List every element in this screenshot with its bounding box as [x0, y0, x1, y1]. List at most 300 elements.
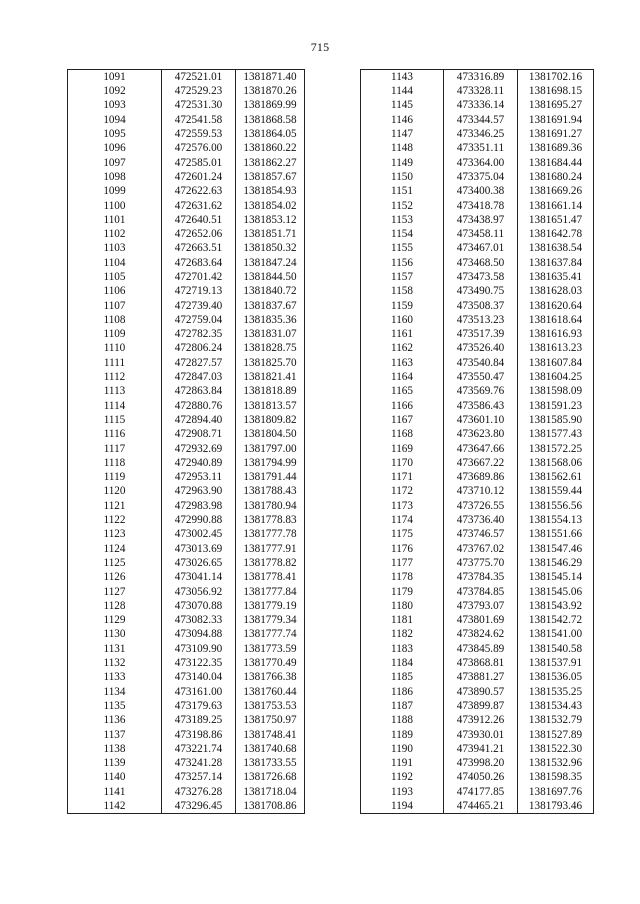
page-number: 715	[310, 40, 330, 54]
y-coordinate-cell: 1381766.38	[236, 670, 305, 684]
x-coordinate-cell: 473508.37	[444, 299, 518, 313]
y-coordinate-cell: 1381661.14	[518, 199, 594, 213]
x-coordinate-cell: 473109.90	[162, 642, 236, 656]
table-row	[68, 771, 305, 785]
point-number-cell: 1134	[68, 685, 162, 699]
x-coordinate-cell: 473517.39	[444, 327, 518, 341]
point-number-cell: 1192	[361, 771, 444, 785]
y-coordinate-cell: 1381628.03	[518, 284, 594, 298]
y-coordinate-cell: 1381770.49	[236, 656, 305, 670]
x-coordinate-cell: 473328.11	[444, 84, 518, 98]
table-row	[361, 141, 594, 155]
x-coordinate-cell: 472940.89	[162, 456, 236, 470]
y-coordinate-cell: 1381651.47	[518, 213, 594, 227]
point-number-cell: 1153	[361, 213, 444, 227]
point-number-cell: 1136	[68, 713, 162, 727]
point-number-cell: 1160	[361, 313, 444, 327]
y-coordinate-cell: 1381804.50	[236, 427, 305, 441]
point-number-cell: 1127	[68, 585, 162, 599]
table-row	[68, 127, 305, 141]
point-number-cell: 1108	[68, 313, 162, 327]
y-coordinate-cell: 1381862.27	[236, 156, 305, 170]
table-row	[361, 785, 594, 799]
x-coordinate-cell: 472640.51	[162, 213, 236, 227]
table-row	[68, 485, 305, 499]
point-number-cell: 1126	[68, 570, 162, 584]
y-coordinate-cell: 1381689.36	[518, 141, 594, 155]
table-row	[68, 556, 305, 570]
point-number-cell: 1188	[361, 713, 444, 727]
y-coordinate-cell: 1381697.76	[518, 785, 594, 799]
y-coordinate-cell: 1381760.44	[236, 685, 305, 699]
x-coordinate-cell: 472990.88	[162, 513, 236, 527]
y-coordinate-cell: 1381536.05	[518, 670, 594, 684]
table-row	[68, 599, 305, 613]
y-coordinate-cell: 1381740.68	[236, 742, 305, 756]
table-row	[68, 399, 305, 413]
table-row	[361, 99, 594, 113]
table-row	[68, 785, 305, 799]
x-coordinate-cell: 473899.87	[444, 699, 518, 713]
point-number-cell: 1097	[68, 156, 162, 170]
point-number-cell: 1123	[68, 528, 162, 542]
point-number-cell: 1101	[68, 213, 162, 227]
table-row	[361, 613, 594, 627]
point-number-cell: 1106	[68, 284, 162, 298]
x-coordinate-cell: 473540.84	[444, 356, 518, 370]
point-number-cell: 1180	[361, 599, 444, 613]
table-row	[361, 499, 594, 513]
x-coordinate-cell: 473189.25	[162, 713, 236, 727]
y-coordinate-cell: 1381591.23	[518, 399, 594, 413]
table-row	[361, 242, 594, 256]
point-number-cell: 1169	[361, 442, 444, 456]
point-number-cell: 1148	[361, 141, 444, 155]
point-number-cell: 1113	[68, 385, 162, 399]
x-coordinate-cell: 473824.62	[444, 628, 518, 642]
y-coordinate-cell: 1381638.54	[518, 242, 594, 256]
point-number-cell: 1182	[361, 628, 444, 642]
table-row	[68, 513, 305, 527]
point-number-cell: 1117	[68, 442, 162, 456]
table-row	[68, 213, 305, 227]
y-coordinate-cell: 1381541.00	[518, 628, 594, 642]
point-number-cell: 1187	[361, 699, 444, 713]
x-coordinate-cell: 473998.20	[444, 756, 518, 770]
x-coordinate-cell: 473140.04	[162, 670, 236, 684]
y-coordinate-cell: 1381577.43	[518, 427, 594, 441]
y-coordinate-cell: 1381777.84	[236, 585, 305, 599]
x-coordinate-cell: 473845.89	[444, 642, 518, 656]
table-row	[361, 485, 594, 499]
x-coordinate-cell: 473490.75	[444, 284, 518, 298]
table-row	[68, 499, 305, 513]
table-row	[361, 570, 594, 584]
point-number-cell: 1171	[361, 470, 444, 484]
y-coordinate-cell: 1381669.26	[518, 184, 594, 198]
point-number-cell: 1150	[361, 170, 444, 184]
y-coordinate-cell: 1381572.25	[518, 442, 594, 456]
coordinate-table-left	[67, 69, 305, 814]
y-coordinate-cell: 1381620.64	[518, 299, 594, 313]
point-number-cell: 1172	[361, 485, 444, 499]
point-number-cell: 1116	[68, 427, 162, 441]
table-row	[361, 299, 594, 313]
point-number-cell: 1124	[68, 542, 162, 556]
x-coordinate-cell: 472531.30	[162, 99, 236, 113]
x-coordinate-cell: 472863.84	[162, 385, 236, 399]
table-row	[68, 385, 305, 399]
table-row	[361, 628, 594, 642]
y-coordinate-cell: 1381753.53	[236, 699, 305, 713]
x-coordinate-cell: 472782.35	[162, 327, 236, 341]
x-coordinate-cell: 472908.71	[162, 427, 236, 441]
x-coordinate-cell: 473351.11	[444, 141, 518, 155]
point-number-cell: 1159	[361, 299, 444, 313]
y-coordinate-cell: 1381695.27	[518, 99, 594, 113]
point-number-cell: 1156	[361, 256, 444, 270]
x-coordinate-cell: 473094.88	[162, 628, 236, 642]
x-coordinate-cell: 474050.26	[444, 771, 518, 785]
table-row	[361, 456, 594, 470]
point-number-cell: 1176	[361, 542, 444, 556]
x-coordinate-cell: 472759.04	[162, 313, 236, 327]
point-number-cell: 1109	[68, 327, 162, 341]
point-number-cell: 1092	[68, 84, 162, 98]
x-coordinate-cell: 472983.98	[162, 499, 236, 513]
table-row	[361, 699, 594, 713]
x-coordinate-cell: 473468.50	[444, 256, 518, 270]
table-row	[361, 756, 594, 770]
x-coordinate-cell: 473801.69	[444, 613, 518, 627]
point-number-cell: 1133	[68, 670, 162, 684]
x-coordinate-cell: 473400.38	[444, 184, 518, 198]
point-number-cell: 1112	[68, 370, 162, 384]
y-coordinate-cell: 1381869.99	[236, 99, 305, 113]
x-coordinate-cell: 473375.04	[444, 170, 518, 184]
y-coordinate-cell: 1381559.44	[518, 485, 594, 499]
point-number-cell: 1165	[361, 385, 444, 399]
point-number-cell: 1168	[361, 427, 444, 441]
point-number-cell: 1107	[68, 299, 162, 313]
point-number-cell: 1129	[68, 613, 162, 627]
x-coordinate-cell: 473767.02	[444, 542, 518, 556]
y-coordinate-cell: 1381613.23	[518, 342, 594, 356]
table-row	[68, 442, 305, 456]
table-row	[68, 170, 305, 184]
y-coordinate-cell: 1381750.97	[236, 713, 305, 727]
x-coordinate-cell: 473198.86	[162, 728, 236, 742]
point-number-cell: 1104	[68, 256, 162, 270]
x-coordinate-cell: 472953.11	[162, 470, 236, 484]
y-coordinate-cell: 1381773.59	[236, 642, 305, 656]
table-row	[361, 470, 594, 484]
point-number-cell: 1151	[361, 184, 444, 198]
table-row	[68, 356, 305, 370]
x-coordinate-cell: 472541.58	[162, 113, 236, 127]
x-coordinate-cell: 473082.33	[162, 613, 236, 627]
x-coordinate-cell: 473070.88	[162, 599, 236, 613]
table-row	[68, 528, 305, 542]
x-coordinate-cell: 473526.40	[444, 342, 518, 356]
table-row	[361, 113, 594, 127]
table-row	[68, 713, 305, 727]
table-row	[68, 470, 305, 484]
x-coordinate-cell: 473868.81	[444, 656, 518, 670]
x-coordinate-cell: 473344.57	[444, 113, 518, 127]
point-number-cell: 1135	[68, 699, 162, 713]
table-row	[68, 242, 305, 256]
x-coordinate-cell: 472932.69	[162, 442, 236, 456]
y-coordinate-cell: 1381791.44	[236, 470, 305, 484]
point-number-cell: 1121	[68, 499, 162, 513]
y-coordinate-cell: 1381870.26	[236, 84, 305, 98]
x-coordinate-cell: 472529.23	[162, 84, 236, 98]
y-coordinate-cell: 1381607.84	[518, 356, 594, 370]
table-row	[361, 556, 594, 570]
y-coordinate-cell: 1381547.46	[518, 542, 594, 556]
table-row	[361, 213, 594, 227]
x-coordinate-cell: 472739.40	[162, 299, 236, 313]
x-coordinate-cell: 472806.24	[162, 342, 236, 356]
y-coordinate-cell: 1381527.89	[518, 728, 594, 742]
y-coordinate-cell: 1381844.50	[236, 270, 305, 284]
point-number-cell: 1164	[361, 370, 444, 384]
point-number-cell: 1111	[68, 356, 162, 370]
y-coordinate-cell: 1381837.67	[236, 299, 305, 313]
point-number-cell: 1142	[68, 799, 162, 814]
table-row	[361, 442, 594, 456]
y-coordinate-cell: 1381828.75	[236, 342, 305, 356]
x-coordinate-cell: 473775.70	[444, 556, 518, 570]
coordinate-table-right	[360, 69, 594, 814]
point-number-cell: 1146	[361, 113, 444, 127]
table-row	[361, 270, 594, 284]
x-coordinate-cell: 473689.86	[444, 470, 518, 484]
table-row	[361, 170, 594, 184]
point-number-cell: 1170	[361, 456, 444, 470]
point-number-cell: 1141	[68, 785, 162, 799]
y-coordinate-cell: 1381777.78	[236, 528, 305, 542]
x-coordinate-cell: 473941.21	[444, 742, 518, 756]
point-number-cell: 1162	[361, 342, 444, 356]
point-number-cell: 1173	[361, 499, 444, 513]
y-coordinate-cell: 1381778.82	[236, 556, 305, 570]
point-number-cell: 1179	[361, 585, 444, 599]
y-coordinate-cell: 1381854.93	[236, 184, 305, 198]
x-coordinate-cell: 473458.11	[444, 227, 518, 241]
table-row	[361, 127, 594, 141]
y-coordinate-cell: 1381604.25	[518, 370, 594, 384]
table-row	[361, 385, 594, 399]
point-number-cell: 1098	[68, 170, 162, 184]
table-row	[68, 284, 305, 298]
y-coordinate-cell: 1381778.83	[236, 513, 305, 527]
table-row	[361, 342, 594, 356]
table-row	[361, 356, 594, 370]
x-coordinate-cell: 472719.13	[162, 284, 236, 298]
point-number-cell: 1120	[68, 485, 162, 499]
table-row	[68, 342, 305, 356]
y-coordinate-cell: 1381818.89	[236, 385, 305, 399]
point-number-cell: 1118	[68, 456, 162, 470]
table-row	[68, 456, 305, 470]
x-coordinate-cell: 473467.01	[444, 242, 518, 256]
table-row	[361, 742, 594, 756]
x-coordinate-cell: 473221.74	[162, 742, 236, 756]
point-number-cell: 1167	[361, 413, 444, 427]
y-coordinate-cell: 1381545.06	[518, 585, 594, 599]
x-coordinate-cell: 473667.22	[444, 456, 518, 470]
point-number-cell: 1138	[68, 742, 162, 756]
x-coordinate-cell: 473881.27	[444, 670, 518, 684]
table-row	[68, 642, 305, 656]
table-row	[68, 84, 305, 98]
point-number-cell: 1093	[68, 99, 162, 113]
table-row	[68, 799, 305, 814]
y-coordinate-cell: 1381840.72	[236, 284, 305, 298]
point-number-cell: 1140	[68, 771, 162, 785]
x-coordinate-cell: 473002.45	[162, 528, 236, 542]
point-number-cell: 1115	[68, 413, 162, 427]
x-coordinate-cell: 473793.07	[444, 599, 518, 613]
y-coordinate-cell: 1381860.22	[236, 141, 305, 155]
table-row	[361, 227, 594, 241]
x-coordinate-cell: 473241.28	[162, 756, 236, 770]
point-number-cell: 1177	[361, 556, 444, 570]
table-row	[361, 542, 594, 556]
y-coordinate-cell: 1381554.13	[518, 513, 594, 527]
table-row	[68, 613, 305, 627]
table-row	[68, 656, 305, 670]
table-row	[68, 327, 305, 341]
y-coordinate-cell: 1381847.24	[236, 256, 305, 270]
y-coordinate-cell: 1381809.82	[236, 413, 305, 427]
table-row	[68, 313, 305, 327]
table-row	[68, 728, 305, 742]
x-coordinate-cell: 472894.40	[162, 413, 236, 427]
y-coordinate-cell: 1381726.68	[236, 771, 305, 785]
table-row	[361, 313, 594, 327]
y-coordinate-cell: 1381850.32	[236, 242, 305, 256]
x-coordinate-cell: 473623.80	[444, 427, 518, 441]
point-number-cell: 1166	[361, 399, 444, 413]
y-coordinate-cell: 1381635.41	[518, 270, 594, 284]
x-coordinate-cell: 473316.89	[444, 70, 518, 85]
x-coordinate-cell: 473473.58	[444, 270, 518, 284]
point-number-cell: 1189	[361, 728, 444, 742]
point-number-cell: 1139	[68, 756, 162, 770]
point-number-cell: 1157	[361, 270, 444, 284]
point-number-cell: 1145	[361, 99, 444, 113]
x-coordinate-cell: 473257.14	[162, 771, 236, 785]
table-row	[68, 628, 305, 642]
x-coordinate-cell: 472847.03	[162, 370, 236, 384]
y-coordinate-cell: 1381542.72	[518, 613, 594, 627]
y-coordinate-cell: 1381779.34	[236, 613, 305, 627]
x-coordinate-cell: 473336.14	[444, 99, 518, 113]
y-coordinate-cell: 1381851.71	[236, 227, 305, 241]
table-row	[361, 670, 594, 684]
point-number-cell: 1181	[361, 613, 444, 627]
point-number-cell: 1193	[361, 785, 444, 799]
y-coordinate-cell: 1381537.91	[518, 656, 594, 670]
y-coordinate-cell: 1381794.99	[236, 456, 305, 470]
y-coordinate-cell: 1381835.36	[236, 313, 305, 327]
point-number-cell: 1125	[68, 556, 162, 570]
x-coordinate-cell: 473122.35	[162, 656, 236, 670]
point-number-cell: 1131	[68, 642, 162, 656]
y-coordinate-cell: 1381864.05	[236, 127, 305, 141]
point-number-cell: 1175	[361, 528, 444, 542]
point-number-cell: 1143	[361, 70, 444, 85]
table-row	[361, 528, 594, 542]
table-row	[68, 113, 305, 127]
x-coordinate-cell: 472827.57	[162, 356, 236, 370]
point-number-cell: 1130	[68, 628, 162, 642]
point-number-cell: 1154	[361, 227, 444, 241]
table-row	[68, 299, 305, 313]
point-number-cell: 1174	[361, 513, 444, 527]
table-row	[68, 427, 305, 441]
y-coordinate-cell: 1381813.57	[236, 399, 305, 413]
x-coordinate-cell: 473569.76	[444, 385, 518, 399]
y-coordinate-cell: 1381618.64	[518, 313, 594, 327]
y-coordinate-cell: 1381535.25	[518, 685, 594, 699]
table-row	[68, 184, 305, 198]
y-coordinate-cell: 1381779.19	[236, 599, 305, 613]
x-coordinate-cell: 474465.21	[444, 799, 518, 814]
y-coordinate-cell: 1381616.93	[518, 327, 594, 341]
point-number-cell: 1128	[68, 599, 162, 613]
point-number-cell: 1095	[68, 127, 162, 141]
x-coordinate-cell: 473550.47	[444, 370, 518, 384]
x-coordinate-cell: 472622.63	[162, 184, 236, 198]
y-coordinate-cell: 1381534.43	[518, 699, 594, 713]
table-row	[68, 670, 305, 684]
table-row	[361, 70, 594, 85]
y-coordinate-cell: 1381871.40	[236, 70, 305, 85]
x-coordinate-cell: 473513.23	[444, 313, 518, 327]
x-coordinate-cell: 472576.00	[162, 141, 236, 155]
y-coordinate-cell: 1381562.61	[518, 470, 594, 484]
y-coordinate-cell: 1381868.58	[236, 113, 305, 127]
x-coordinate-cell: 472701.42	[162, 270, 236, 284]
y-coordinate-cell: 1381684.44	[518, 156, 594, 170]
table-row	[68, 370, 305, 384]
point-number-cell: 1155	[361, 242, 444, 256]
point-number-cell: 1132	[68, 656, 162, 670]
x-coordinate-cell: 473438.97	[444, 213, 518, 227]
table-row	[361, 399, 594, 413]
point-number-cell: 1105	[68, 270, 162, 284]
x-coordinate-cell: 472521.01	[162, 70, 236, 85]
table-row	[361, 184, 594, 198]
table-row	[361, 713, 594, 727]
x-coordinate-cell: 473041.14	[162, 570, 236, 584]
table-row	[361, 599, 594, 613]
y-coordinate-cell: 1381778.41	[236, 570, 305, 584]
y-coordinate-cell: 1381780.94	[236, 499, 305, 513]
y-coordinate-cell: 1381691.94	[518, 113, 594, 127]
y-coordinate-cell: 1381797.00	[236, 442, 305, 456]
y-coordinate-cell: 1381821.41	[236, 370, 305, 384]
table-row	[68, 99, 305, 113]
y-coordinate-cell: 1381540.58	[518, 642, 594, 656]
x-coordinate-cell: 473586.43	[444, 399, 518, 413]
x-coordinate-cell: 472601.24	[162, 170, 236, 184]
point-number-cell: 1144	[361, 84, 444, 98]
